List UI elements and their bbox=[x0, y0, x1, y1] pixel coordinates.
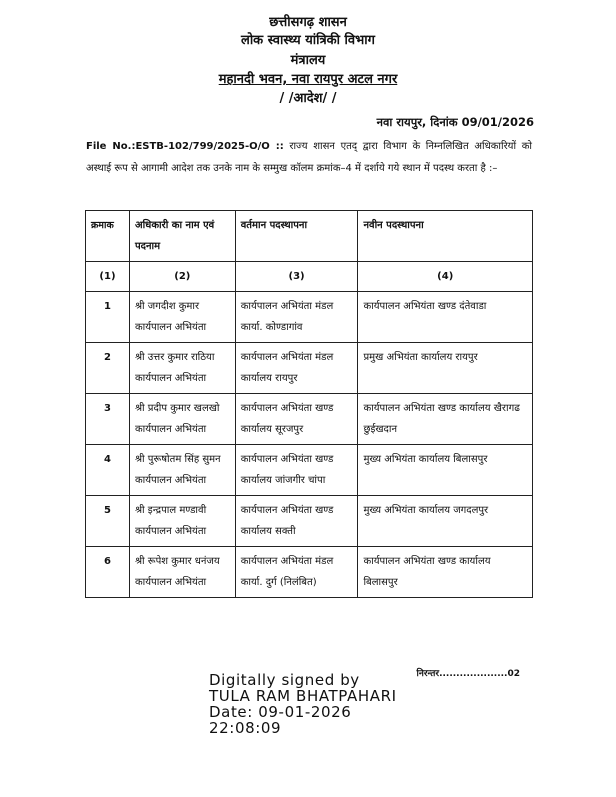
officer-name: श्री रूपेश कुमार धनंजय bbox=[134, 556, 220, 567]
signer-name: TULA RAM BHATPAHARI bbox=[209, 687, 397, 705]
order-heading: / /आदेश/ / bbox=[279, 91, 337, 106]
col-header-sn: क्रमाक bbox=[86, 211, 130, 262]
officer-designation: कार्यपालन अभियंता bbox=[134, 373, 207, 384]
current-posting: कार्यपालन अभियंता मंडल कार्या. दुर्ग (निलंबित) bbox=[235, 547, 358, 598]
serial-number: 3 bbox=[86, 394, 130, 445]
officer-designation: कार्यपालन अभियंता bbox=[134, 322, 207, 333]
officer-name: श्री पुरूषोतम सिंह सुमन bbox=[134, 454, 221, 465]
date-line: नवा रायपुर, दिनांक 09/01/2026 bbox=[376, 115, 534, 129]
signature-time: 22:08:09 bbox=[209, 719, 282, 737]
current-posting: कार्यपालन अभियंता खण्ड कार्यालय सक्ती bbox=[235, 496, 358, 547]
officer-designation: कार्यपालन अभियंता bbox=[134, 475, 207, 486]
new-posting: कार्यपालन अभियंता खण्ड कार्यालय खैरागढ छुईखदान bbox=[358, 394, 533, 445]
table-header-row bbox=[86, 211, 533, 262]
address-line: महानदी भवन, नवा रायपुर अटल नगर bbox=[218, 72, 398, 87]
serial-number: 5 bbox=[86, 496, 130, 547]
table-row bbox=[86, 394, 533, 445]
serial-number: 6 bbox=[86, 547, 130, 598]
current-posting: कार्यपालन अभियंता खण्ड कार्यालय जांजगीर चांपा bbox=[235, 445, 358, 496]
officer-cell bbox=[129, 343, 235, 394]
col-number: (4) bbox=[358, 262, 533, 292]
officer-designation: कार्यपालन अभियंता bbox=[134, 424, 207, 435]
table-row bbox=[86, 496, 533, 547]
table-row bbox=[86, 445, 533, 496]
signature-line: Digitally signed by bbox=[209, 671, 360, 689]
ministry-title: मंत्रालय bbox=[290, 53, 326, 68]
serial-number: 4 bbox=[86, 445, 130, 496]
department-title: लोक स्वास्थ्य यांत्रिकी विभाग bbox=[241, 33, 375, 48]
col-number: (1) bbox=[86, 262, 130, 292]
officer-name: श्री जगदीश कुमार bbox=[134, 301, 200, 312]
new-posting: कार्यपालन अभियंता खण्ड कार्यालय बिलासपुर bbox=[358, 547, 533, 598]
file-number: File No.:ESTB-102/799/2025-O/O :: bbox=[86, 141, 284, 152]
officer-cell bbox=[129, 292, 235, 343]
table-row bbox=[86, 292, 533, 343]
officer-cell bbox=[129, 547, 235, 598]
col-header-current: वर्तमान पदस्थापना bbox=[235, 211, 358, 262]
col-header-new: नवीन पदस्थापना bbox=[358, 211, 533, 262]
officer-designation: कार्यपालन अभियंता bbox=[134, 577, 207, 588]
govt-title: छत्तीसगढ़ शासन bbox=[269, 15, 347, 30]
continued-marker: निरन्तर....................02 bbox=[416, 669, 520, 679]
col-number: (3) bbox=[235, 262, 358, 292]
officer-name: श्री प्रदीप कुमार खलखो bbox=[134, 403, 220, 414]
posting-table bbox=[85, 210, 533, 598]
column-number-row bbox=[86, 262, 533, 292]
new-posting: मुख्य अभियंता कार्यालय बिलासपुर bbox=[358, 445, 533, 496]
current-posting: कार्यपालन अभियंता खण्ड कार्यालय सूरजपुर bbox=[235, 394, 358, 445]
table-row bbox=[86, 547, 533, 598]
officer-cell bbox=[129, 496, 235, 547]
signature-date: Date: 09-01-2026 bbox=[209, 703, 352, 721]
officer-designation: कार्यपालन अभियंता bbox=[134, 526, 207, 537]
officer-name: श्री इन्द्रपाल मण्डावी bbox=[134, 505, 207, 516]
intro-paragraph bbox=[86, 136, 532, 180]
new-posting: मुख्य अभियंता कार्यालय जगदलपुर bbox=[358, 496, 533, 547]
current-posting: कार्यपालन अभियंता मंडल कार्यालय रायपुर bbox=[235, 343, 358, 394]
col-number: (2) bbox=[129, 262, 235, 292]
serial-number: 2 bbox=[86, 343, 130, 394]
current-posting: कार्यपालन अभियंता मंडल कार्या. कोण्डागांव bbox=[235, 292, 358, 343]
officer-cell bbox=[129, 394, 235, 445]
serial-number: 1 bbox=[86, 292, 130, 343]
digital-signature bbox=[209, 672, 397, 736]
col-header-officer: अधिकारी का नाम एवं पदनाम bbox=[129, 211, 235, 262]
new-posting: कार्यपालन अभियंता खण्ड दंतेवाडा bbox=[358, 292, 533, 343]
intro-text: राज्य शासन एतद् द्वारा विभाग के निम्नलिखित अधिकारियों को अस्थाई रूप से आगामी आदेश तक उनके नाम के सम्मुख कॉलम क्रमांक–4 में दर्शाये गये स्थान में पदस्थ करता है :– bbox=[86, 141, 532, 174]
table-row bbox=[86, 343, 533, 394]
officer-name: श्री उत्तर कुमार राठिया bbox=[134, 352, 215, 363]
officer-cell bbox=[129, 445, 235, 496]
new-posting: प्रमुख अभियंता कार्यालय रायपुर bbox=[358, 343, 533, 394]
